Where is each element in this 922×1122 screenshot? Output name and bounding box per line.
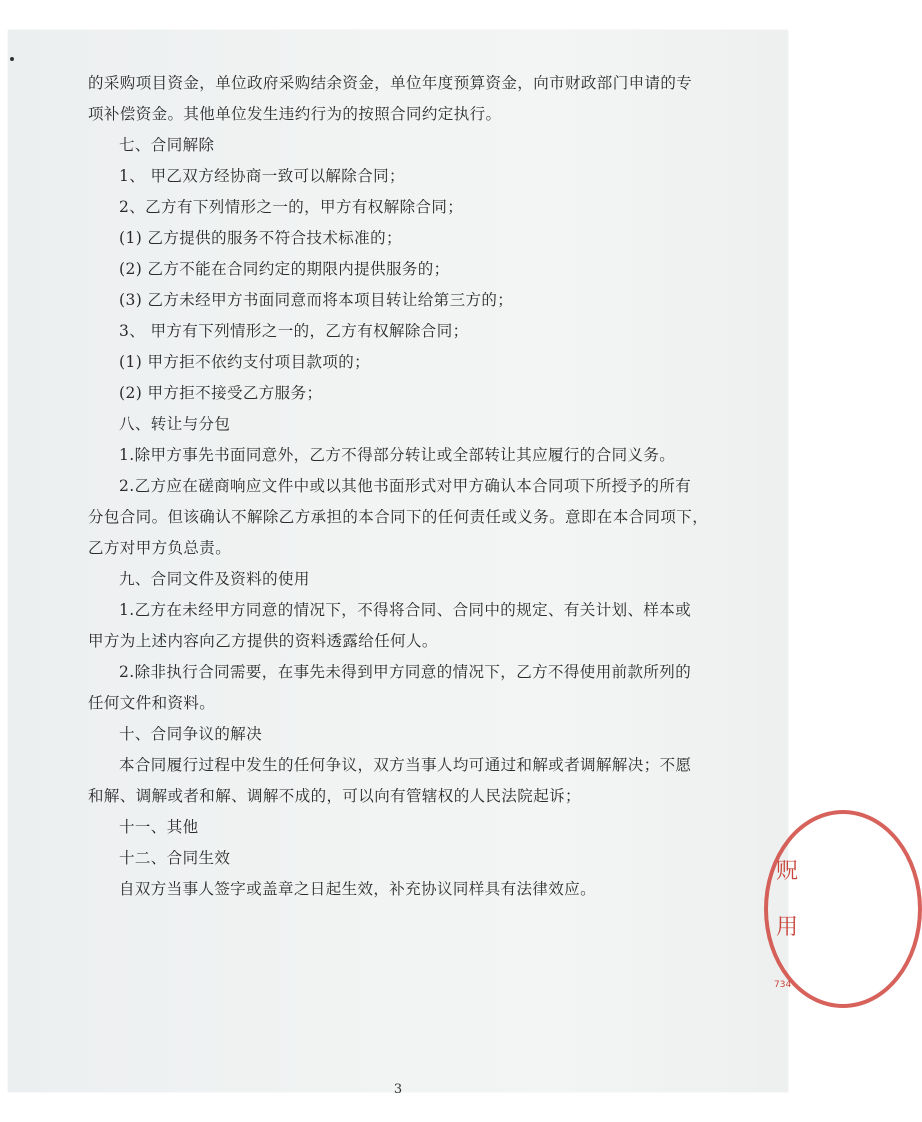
clause-line: 1、 甲乙双方经协商一致可以解除合同； [119,167,405,185]
partial-seal-stamp [762,810,799,1000]
clause-line: (1) 乙方提供的服务不符合技术标准的； [119,229,402,247]
seal-characters [776,844,798,956]
clause-line: (2) 乙方不能在合同约定的期限内提供服务的； [119,260,450,278]
section-heading-termination: 七、合同解除 [119,136,215,154]
section-heading-disputes: 十、合同争议的解决 [119,725,263,743]
section-heading-documents: 九、合同文件及资料的使用 [119,570,310,588]
section-heading-transfer: 八、转让与分包 [119,415,231,433]
seal-char: 贶 [776,859,799,884]
contract-body [88,68,728,905]
paragraph-line: 分包合同。但该确认不解除乙方承担的本合同下的任何责任或义务。意即在本合同项下， [88,508,709,526]
seal-char: 用 [776,915,799,940]
paragraph-line: 项补偿资金。其他单位发生违约行为的按照合同约定执行。 [88,105,502,123]
clause-line: 2、乙方有下列情形之一的，甲方有权解除合同； [119,198,464,216]
clause-line: (3) 乙方未经甲方书面同意而将本项目转让给第三方的； [119,291,514,309]
section-heading-effect: 十二、合同生效 [119,849,231,867]
page-number: 3 [393,1082,403,1097]
clause-line: 3、 甲方有下列情形之一的，乙方有权解除合同； [119,322,469,340]
clause-line: 1.除甲方事先书面同意外，乙方不得部分转让或全部转让其应履行的合同义务。 [119,446,676,464]
seal-number: 734 [774,980,792,990]
margin-dot [10,57,14,61]
paragraph-line: 乙方对甲方负总责。 [88,539,232,557]
paragraph-line: 任何文件和资料。 [88,694,216,712]
clause-line: 2.乙方应在磋商响应文件中或以其他书面形式对甲方确认本合同项下所授予的所有 [119,477,692,495]
clause-line: (1) 甲方拒不依约支付项目款项的； [119,353,371,371]
clause-line: (2) 甲方拒不接受乙方服务； [119,384,323,402]
clause-line: 自双方当事人签字或盖章之日起生效，补充协议同样具有法律效应。 [119,880,597,898]
document-page [8,30,788,1097]
paragraph-line: 的采购项目资金，单位政府采购结余资金，单位年度预算资金，向市财政部门申请的专 [88,74,693,92]
paragraph-line: 和解、调解或者和解、调解不成的，可以向有管辖权的人民法院起诉； [88,787,581,805]
clause-line: 1.乙方在未经甲方同意的情况下，不得将合同、合同中的规定、有关计划、样本或 [119,601,692,619]
clause-line: 本合同履行过程中发生的任何争议，双方当事人均可通过和解或者调解解决；不愿 [119,756,692,774]
clause-line: 2.除非执行合同需要，在事先未得到甲方同意的情况下，乙方不得使用前款所列的 [119,663,692,681]
paragraph-line: 甲方为上述内容向乙方提供的资料透露给任何人。 [88,632,438,650]
section-heading-other: 十一、其他 [119,818,199,836]
